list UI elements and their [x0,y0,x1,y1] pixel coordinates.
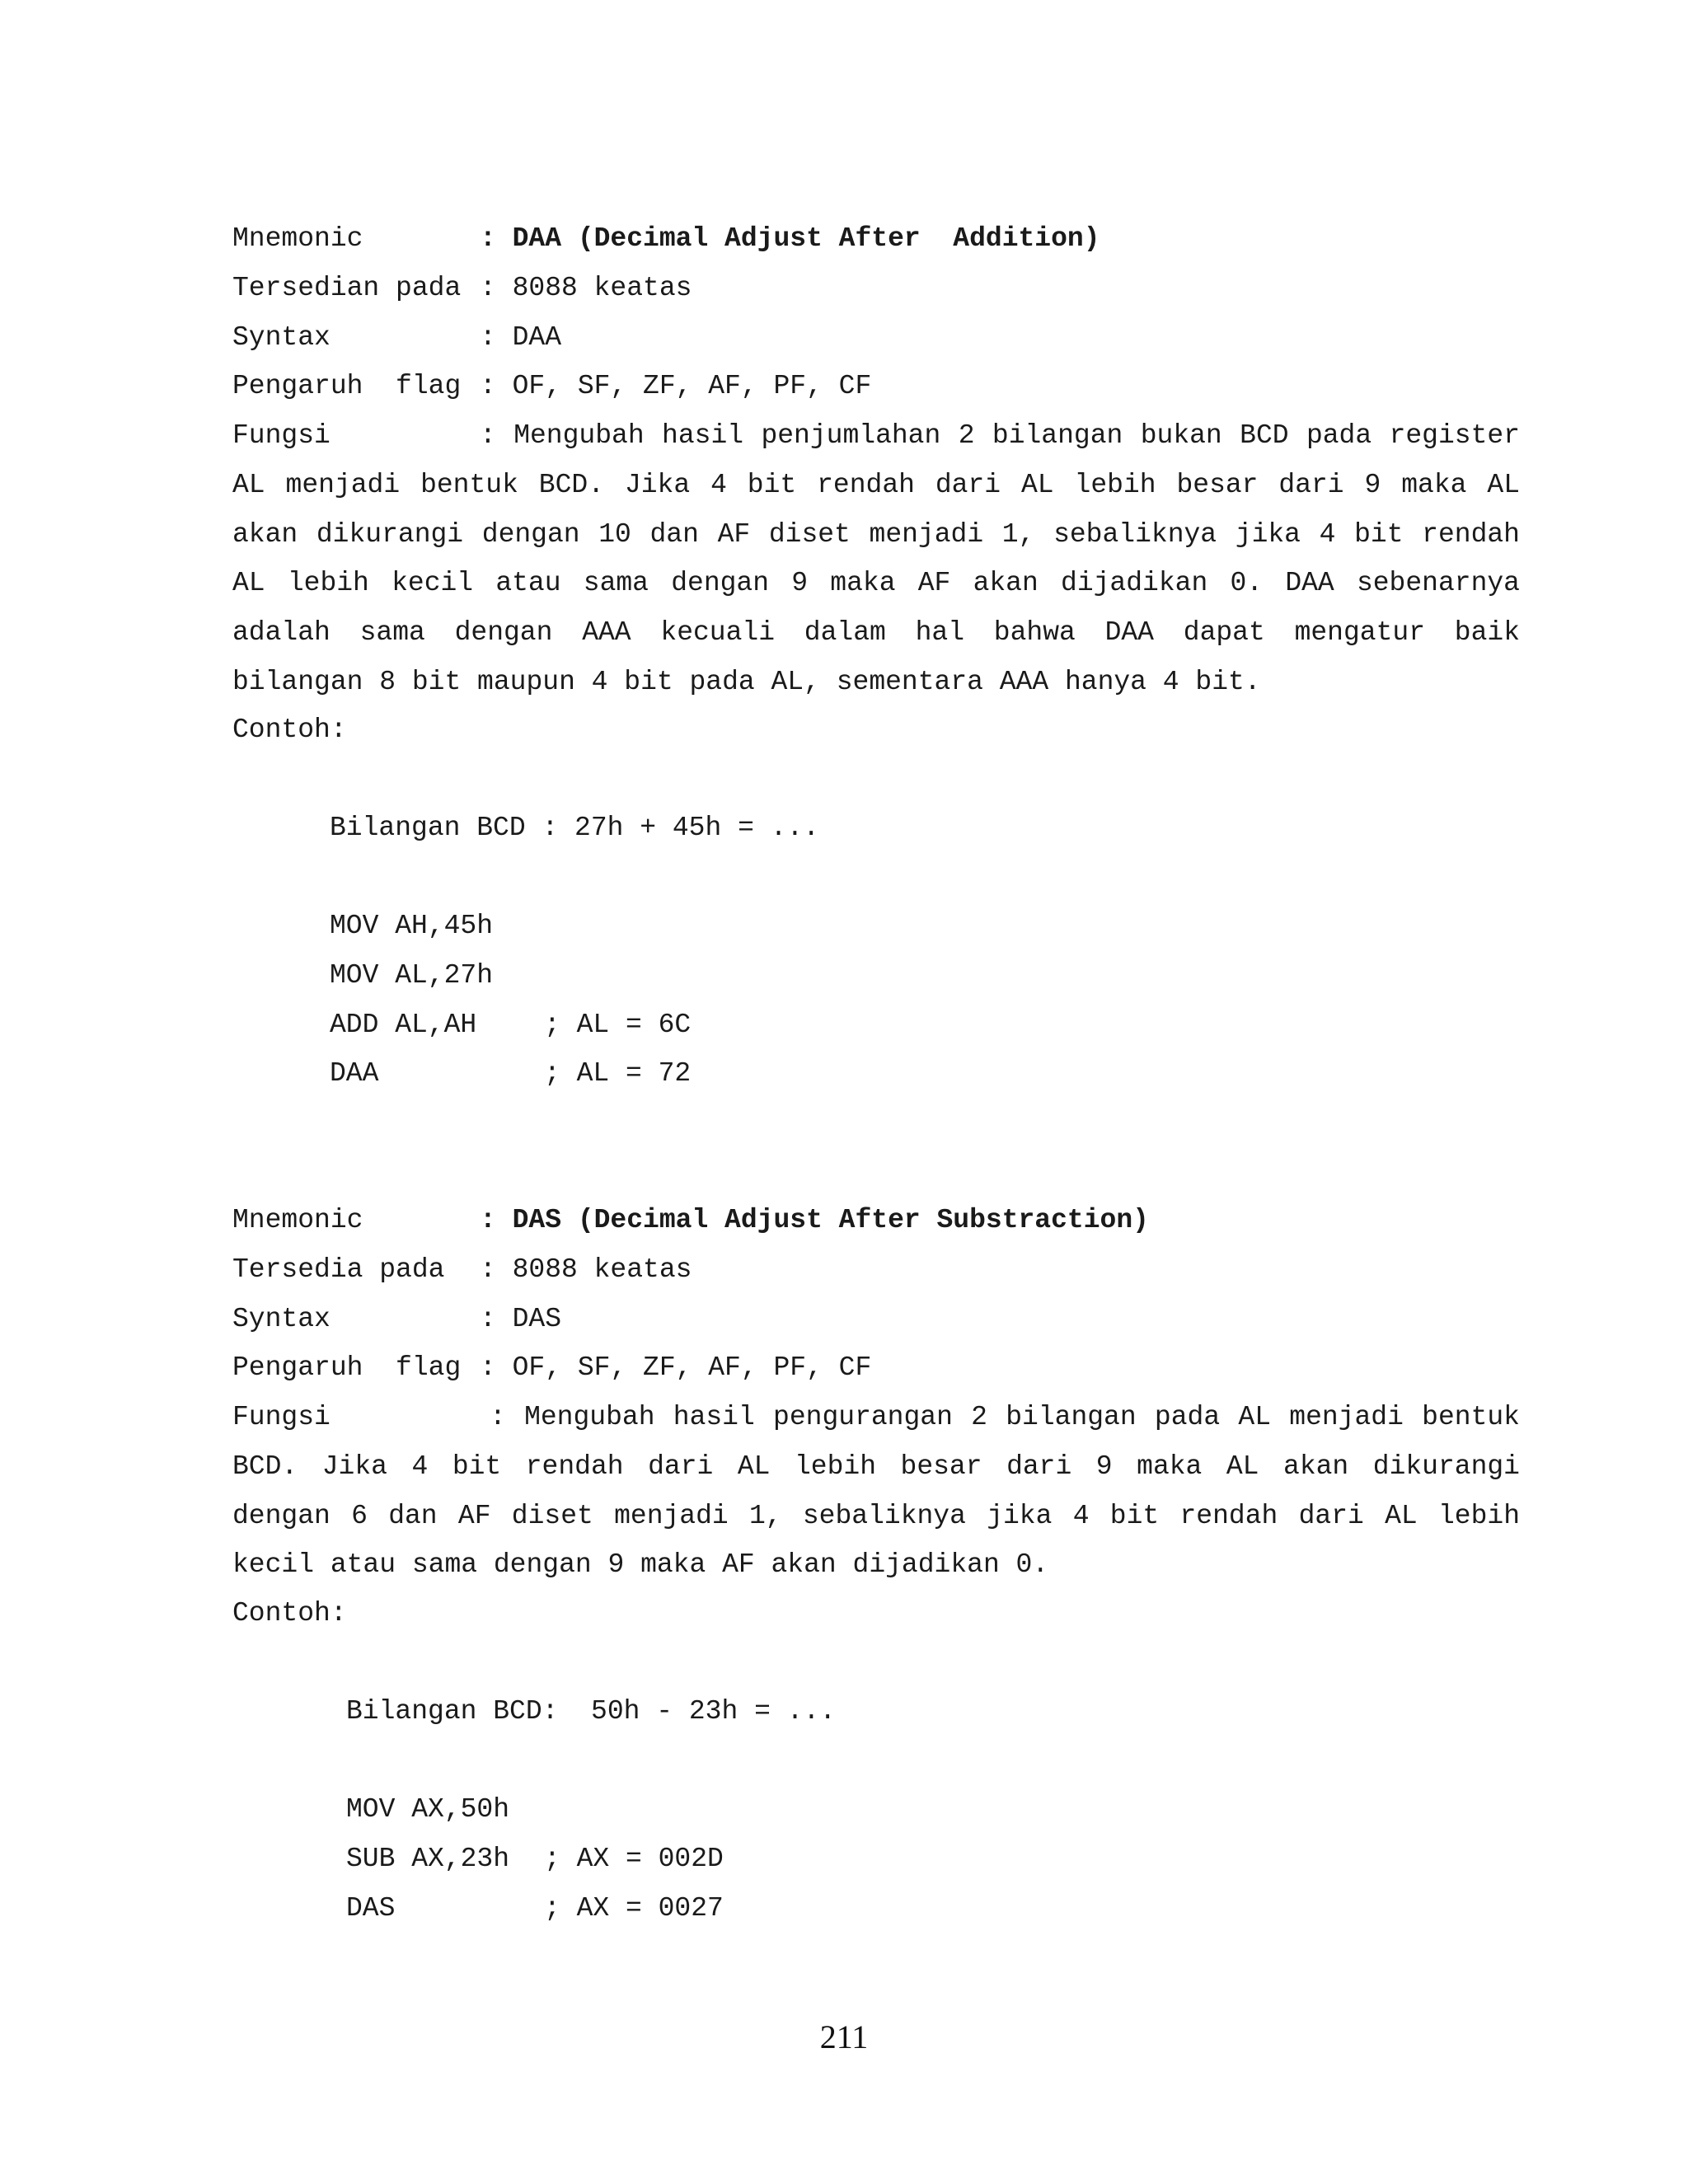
code-instr: ADD AL,AH [330,1010,477,1040]
code-instr: SUB AX,23h [346,1844,510,1874]
available-value: : 8088 keatas [480,273,692,303]
code-comment: ; AX = 0027 [544,1893,724,1924]
code-instr: DAA [330,1058,379,1089]
mnemonic-label: Mnemonic [232,223,363,254]
mnemonic-value: : DAS (Decimal Adjust After Substraction) [480,1205,1149,1235]
daa-available-row [232,272,692,305]
daa-syntax-row [232,321,561,354]
daa-flags-row [232,370,871,403]
function-label: Fungsi [232,420,331,451]
flags-value: : OF, SF, ZF, AF, PF, CF [480,371,872,401]
function-label: Fungsi [232,1402,331,1432]
code-comment: ; AL = 72 [544,1058,692,1089]
syntax-value: : DAS [480,1304,562,1334]
code-comment: ; AL = 6C [544,1010,692,1040]
mnemonic-value: : DAA (Decimal Adjust After Addition) [480,223,1100,254]
code-instr: DAS [346,1893,396,1924]
mnemonic-label: Mnemonic [232,1205,363,1235]
available-label: Tersedia pada [232,1254,445,1285]
syntax-label: Syntax [232,1304,331,1334]
code-instr: MOV AH,45h [330,911,494,941]
flags-label: Pengaruh flag [232,371,462,401]
daa-example-label: Contoh: [232,715,347,745]
available-label: Tersedian pada [232,273,462,303]
code-instr: MOV AX,50h [346,1794,510,1825]
das-example-intro: Bilangan BCD: 50h - 23h = ... [346,1696,837,1727]
page-number: 211 [819,2018,869,2055]
function-text: : Mengubah hasil pengurangan 2 bilangan pada AL menjadi bentuk BCD. Jika 4 bit rendah dari AL lebih besar dari 9 maka AL akan dikurangi dengan 6 dan AF diset menjadi 1, sebaliknya jika 4 bit rendah dari AL lebih kecil atau sama dengan 9 maka AF akan dijadikan 0. [232,1402,1520,1581]
syntax-label: Syntax [232,322,331,353]
syntax-value: : DAA [480,322,562,353]
code-instr: MOV AL,27h [330,960,494,991]
das-flags-row [232,1352,871,1385]
function-text: : Mengubah hasil penjumlahan 2 bilangan bukan BCD pada register AL menjadi bentuk BCD. Jika 4 bit rendah dari AL lebih besar dari 9 maka AL akan dikurangi dengan 10 dan AF diset menjadi 1, sebaliknya jika 4 bit rendah AL lebih kecil atau sama dengan 9 maka AF akan dijadikan 0. DAA sebenarnya adalah sama dengan AAA kecuali dalam hal bahwa DAA dapat mengatur baik bilangan 8 bit maupun 4 bit pada AL, sementara AAA hanya 4 bit. [232,420,1520,697]
code-comment: ; AX = 002D [544,1844,724,1874]
daa-mnemonic-row [232,223,1100,255]
daa-example-intro: Bilangan BCD : 27h + 45h = ... [330,813,820,843]
das-example-label: Contoh: [232,1598,347,1629]
das-syntax-row [232,1303,561,1336]
available-value: : 8088 keatas [480,1254,692,1285]
das-function-paragraph [232,1393,1520,1590]
daa-function-paragraph [232,411,1520,707]
flags-value: : OF, SF, ZF, AF, PF, CF [480,1352,872,1383]
flags-label: Pengaruh flag [232,1352,462,1383]
das-available-row [232,1254,692,1286]
das-mnemonic-row [232,1204,1149,1237]
